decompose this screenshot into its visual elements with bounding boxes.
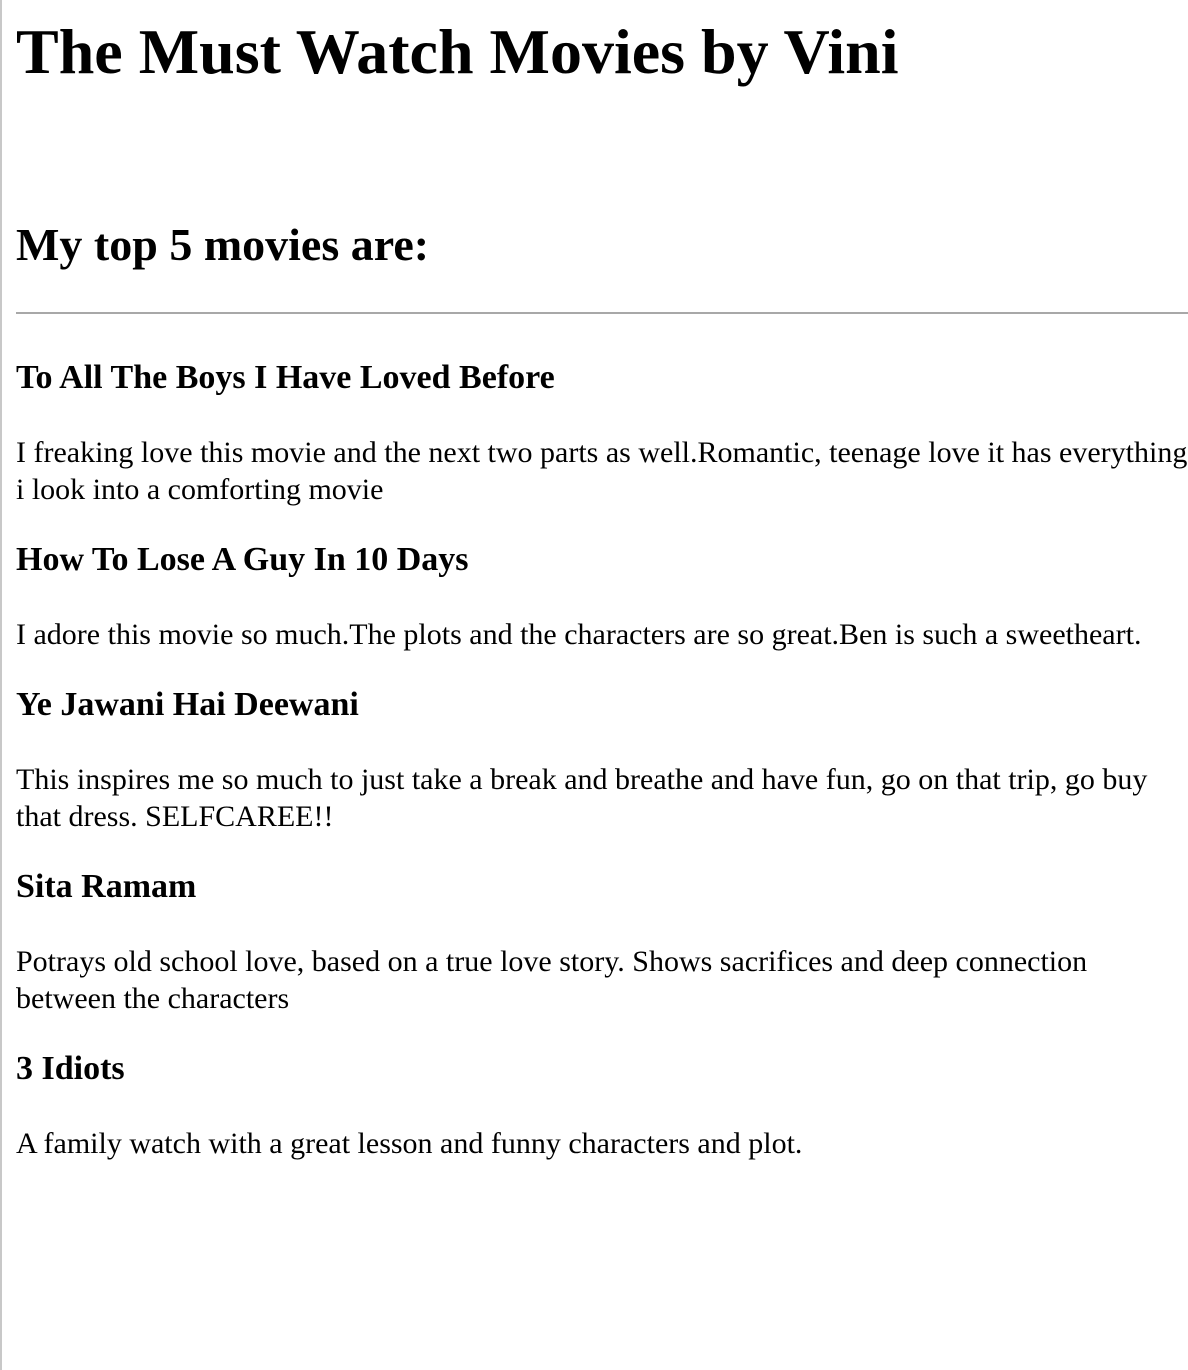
movie-item <box>16 358 1188 508</box>
movie-title: How To Lose A Guy In 10 Days <box>16 541 469 578</box>
page-content <box>16 0 1188 1162</box>
page-left-border <box>0 0 2 1370</box>
page-title: The Must Watch Movies by Vini <box>16 16 899 87</box>
section-heading: My top 5 movies are: <box>16 219 430 270</box>
movie-title: To All The Boys I Have Loved Before <box>16 359 555 396</box>
movie-list <box>16 358 1188 1162</box>
movie-title: Ye Jawani Hai Deewani <box>16 686 359 723</box>
movie-item <box>16 1049 1188 1162</box>
movie-title: 3 Idiots <box>16 1050 125 1087</box>
movie-description: This inspires me so much to just take a break and breathe and have fun, go on that trip, go buy that dress. SELFCAREE!! <box>16 763 1148 833</box>
movie-description: I freaking love this movie and the next two parts as well.Romantic, teenage love it has everything i look into a comforting movie <box>16 436 1188 506</box>
movie-item <box>16 540 1188 653</box>
movie-description: Potrays old school love, based on a true love story. Shows sacrifices and deep connection between the characters <box>16 945 1088 1015</box>
divider <box>16 312 1188 314</box>
movie-description: I adore this movie so much.The plots and the characters are so great.Ben is such a sweetheart. <box>16 618 1142 651</box>
movie-item <box>16 867 1188 1017</box>
movie-description: A family watch with a great lesson and funny characters and plot. <box>16 1127 803 1160</box>
movie-title: Sita Ramam <box>16 868 197 905</box>
movie-item <box>16 685 1188 835</box>
